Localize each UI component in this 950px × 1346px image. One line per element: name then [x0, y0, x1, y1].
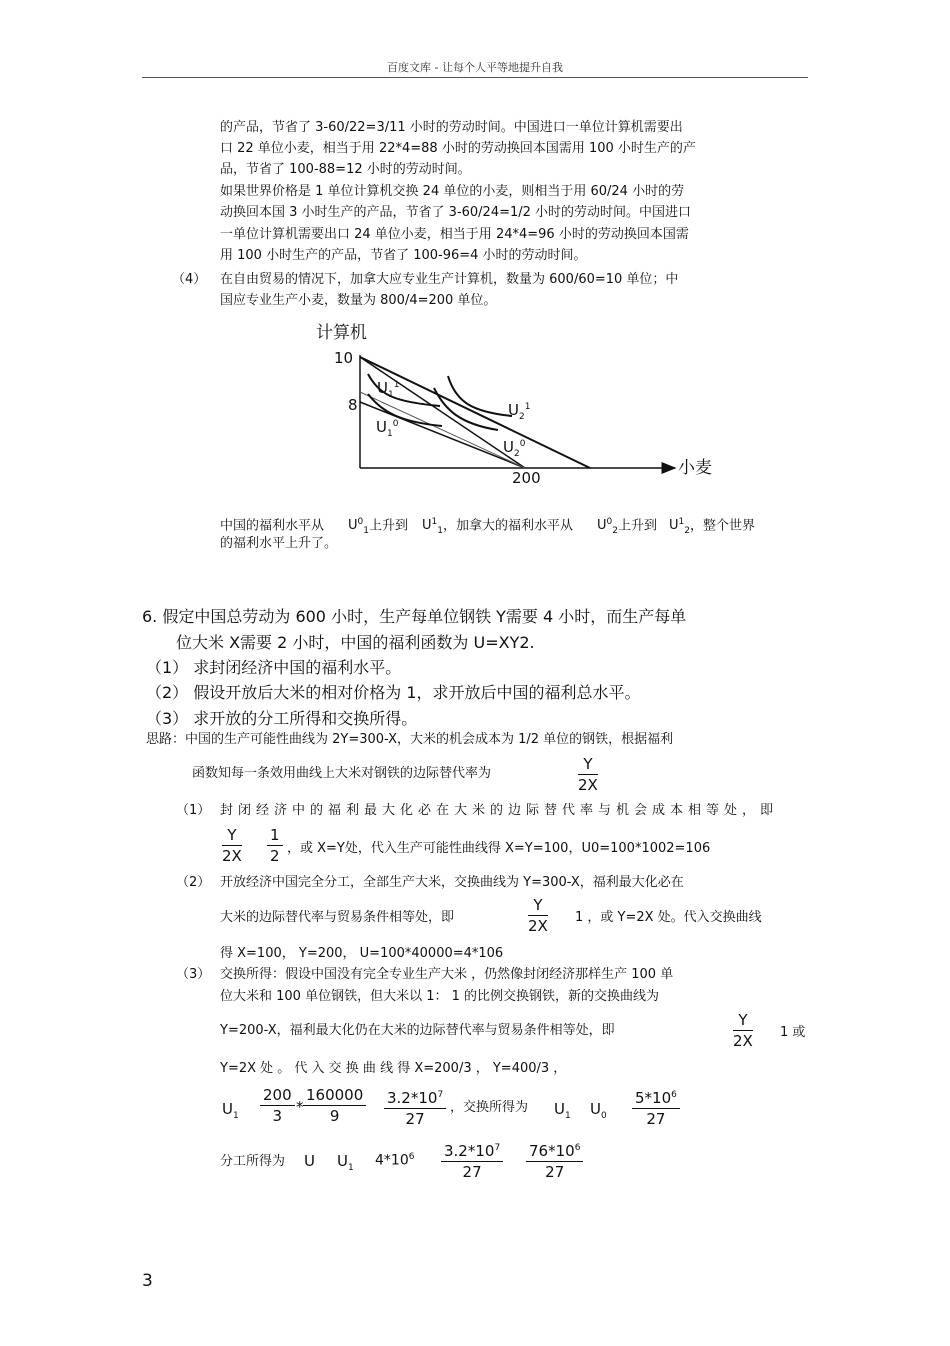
- eq2-u: U: [304, 1152, 315, 1170]
- eq2-fraction-a: $\frac{3.2*10^7}{27}$: [441, 1139, 503, 1182]
- intro-line-5: 动换回本国 3 小时生产的产品，节省了 3-60/24=1/2 小时的劳动时间。中国进口: [220, 205, 692, 220]
- curve-label-u1-0: $U_1^0$: [376, 418, 399, 439]
- page-number: 3: [142, 1271, 153, 1291]
- eq1-exchange-gain-label: ，交换所得为: [450, 1100, 529, 1115]
- s1-number: （1）: [176, 803, 211, 818]
- chart-ylabel: 计算机: [316, 323, 367, 343]
- s2-line-2a: 大米的边际替代率与贸易条件相等处，即: [220, 910, 455, 925]
- chart-ytick-10: 10: [334, 349, 354, 367]
- chart-ytick-8: 8: [348, 396, 358, 414]
- s3-line-4: Y=2X 处 。 代 入 交 换 曲 线 得 X=200/3 ， Y=400/3 ，: [220, 1061, 567, 1076]
- curve-label-u1-1: $U_1^1$: [377, 379, 400, 400]
- eq1-u0: $U_0$: [590, 1100, 607, 1121]
- thought-line-1: 思路：中国的生产可能性曲线为 2Y=300-X，大米的机会成本为 1/2 单位的钢铁，根据福利: [146, 732, 674, 747]
- eq1-fraction-result: $\frac{3.2*10^7}{27}$: [384, 1086, 446, 1129]
- q6-sub-2: （2） 假设开放后大米的相对价格为 1，求开放后中国的福利总水平。: [146, 683, 641, 702]
- welfare-line-2: 的福利水平上升了。: [220, 536, 338, 551]
- s3-line-3a: Y=200-X，福利最大化仍在大米的边际替代率与贸易条件相等处，即: [220, 1023, 615, 1038]
- s3-line-1: 交换所得：假设中国没有完全专业生产大米 ，仍然像封闭经济那样生产 100 单: [220, 967, 674, 982]
- s2-number: （2）: [176, 875, 211, 890]
- s3-line-3b: 1 或: [780, 1025, 806, 1040]
- chart-xtick-200: 200: [512, 469, 541, 487]
- eq2-value: $4*10^6$: [375, 1152, 415, 1169]
- s3-fraction-mrs: $\frac{Y}{2X}$: [733, 1011, 753, 1050]
- s2-line-3: 得 X=100， Y=200， U=100*40000=4*106: [220, 946, 504, 961]
- thought-mrs-fraction: $\frac{Y}{2X}$: [578, 755, 598, 794]
- curve-u2-1: [448, 376, 512, 416]
- intro-line-7: 用 100 小时生产的产品，节省了 100-96=4 小时的劳动时间。: [220, 248, 587, 263]
- eq1-fraction-exchange-gain: $\frac{5*10^6}{27}$: [632, 1086, 680, 1129]
- intro-line-3: 品，节省了 100-88=12 小时的劳动时间。: [220, 162, 471, 177]
- eq1-fraction-160000-9: $\frac{160000}{9}$: [303, 1086, 366, 1126]
- s1-fraction-mrs: $\frac{Y}{2X}$: [222, 826, 242, 865]
- curve-label-u2-1: $U_2^1$: [508, 401, 531, 422]
- eq2-fraction-b: $\frac{76*10^6}{27}$: [526, 1139, 583, 1182]
- chart-xlabel: 小麦: [678, 458, 712, 478]
- s1-line-2: ，或 X=Y处，代入生产可能性曲线得 X=Y=100，U0=100*1002=106: [287, 841, 711, 856]
- welfare-line-1: 中国的福利水平从 $U^0_1$上升到 $U^1_1$，加拿大的福利水平从 $U^0_2$上升到 $U^1_2$，整个世界: [220, 517, 756, 536]
- part4-line-2: 国应专业生产小麦，数量为 800/4=200 单位。: [220, 293, 497, 308]
- eq1-fraction-200-3: $\frac{200}{3}$: [260, 1086, 295, 1126]
- s2-line-2b: 1 ，或 Y=2X 处。代入交换曲线: [575, 910, 762, 925]
- intro-line-1: 的产品，节省了 3-60/22=3/11 小时的劳动时间。中国进口一单位计算机需要出: [220, 120, 683, 135]
- eq1-u1b: $U_1$: [554, 1100, 571, 1121]
- q6-sub-1: （1） 求封闭经济中国的福利水平。: [146, 658, 402, 677]
- page-header: 百度文库 - 让每个人平等地提升自我: [387, 61, 563, 74]
- q6-line-2: 位大米 X需要 2 小时，中国的福利函数为 U=XY2.: [176, 633, 535, 652]
- intro-line-4: 如果世界价格是 1 单位计算机交换 24 单位的小麦，则相当于用 60/24 小时的劳: [220, 184, 685, 199]
- eq1-u1: $U_1$: [222, 1100, 239, 1121]
- eq1-times: *: [296, 1098, 304, 1116]
- part4-number: （4）: [172, 272, 207, 287]
- s3-number: （3）: [176, 967, 211, 982]
- intro-line-6: 一单位计算机需要出口 24 单位小麦，相当于用 24*4=96 小时的劳动换回本国需: [220, 227, 689, 242]
- s2-fraction-mrs: $\frac{Y}{2X}$: [528, 896, 548, 935]
- s1-line-1: 封闭经济中的福利最大化必在大米的边际替代率与机会成本相等处，即: [220, 803, 779, 818]
- s1-fraction-half: $\frac{1}{2}$: [267, 826, 283, 866]
- q6-line-1: 6. 假定中国总劳动为 600 小时，生产每单位钢铁 Y需要 4 小时，而生产每单: [142, 607, 687, 626]
- thought-line-2: 函数知每一条效用曲线上大米对钢铁的边际替代率为: [192, 766, 492, 781]
- intro-line-2: 口 22 单位小麦，相当于用 22*4=88 小时的劳动换回本国需用 100 小时生产的产: [220, 141, 696, 156]
- q6-sub-3: （3） 求开放的分工所得和交换所得。: [146, 709, 418, 728]
- header-rule: [142, 77, 808, 78]
- world-price-line: [360, 357, 590, 468]
- s2-line-1: 开放经济中国完全分工，全部生产大米，交换曲线为 Y=300-X，福利最大化必在: [220, 875, 684, 890]
- s3-line-2: 位大米和 100 单位钢铁，但大米以 1： 1 的比例交换钢铁，新的交换曲线为: [220, 989, 660, 1004]
- eq2-u1: $U_1$: [337, 1152, 354, 1173]
- curve-label-u2-0: $U_2^0$: [503, 438, 526, 459]
- eq2-specialization-gain-label: 分工所得为: [220, 1154, 286, 1169]
- part4-line-1: 在自由贸易的情况下，加拿大应专业生产计算机，数量为 600/60=10 单位；中: [220, 272, 679, 287]
